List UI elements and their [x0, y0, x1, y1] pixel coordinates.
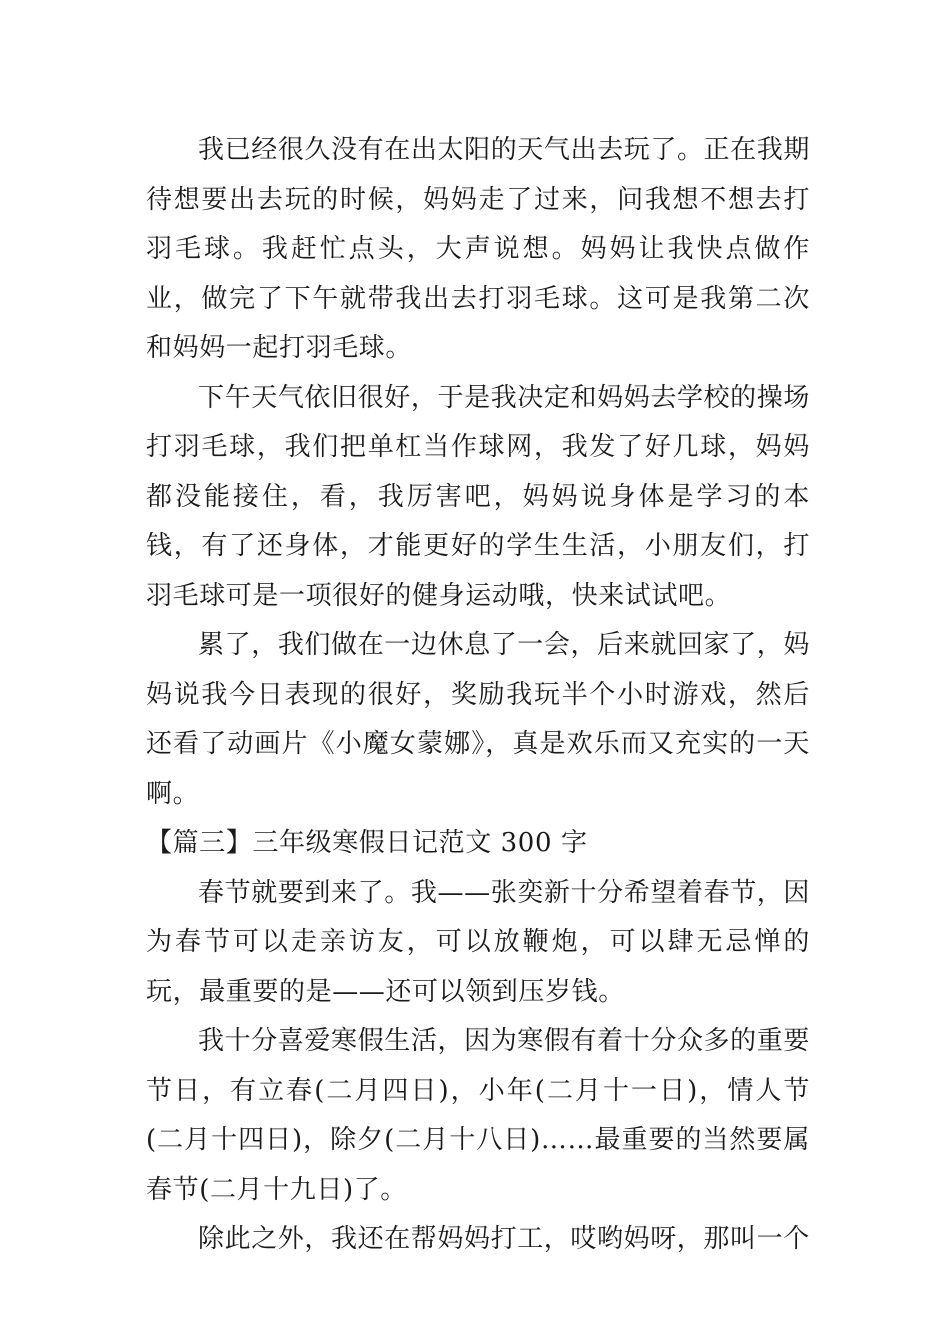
- document-body: [146, 126, 810, 1265]
- paragraph-4: 春节就要到来了。我——张奕新十分希望着春节，因为春节可以走亲访友，可以放鞭炮，可以肆无忌惮的玩，最重要的是——还可以领到压岁钱。: [146, 877, 810, 1007]
- paragraph-5: 我十分喜爱寒假生活，因为寒假有着十分众多的重要节日，有立春(二月四日)，小年(二月十一日)，情人节(二月十四日)，除夕(二月十八日)……最重要的当然要属春节(二月十九日)了。: [146, 1026, 810, 1205]
- paragraph-6: 除此之外，我还在帮妈妈打工，哎哟妈呀，那叫一个: [198, 1224, 810, 1254]
- section-heading: 【篇三】三年级寒假日记范文 300 字: [146, 828, 588, 858]
- paragraph-2: 下午天气依旧很好，于是我决定和妈妈去学校的操场打羽毛球，我们把单杠当作球网，我发了好几球，妈妈都没能接住，看，我厉害吧，妈妈说身体是学习的本钱，有了还身体，才能更好的学生生活，小朋友们，打羽毛球可是一项很好的健身运动哦，快来试试吧。: [146, 382, 810, 611]
- paragraph-3: 累了，我们做在一边休息了一会，后来就回家了，妈妈说我今日表现的很好，奖励我玩半个小时游戏，然后还看了动画片《小魔女蒙娜》，真是欢乐而又充实的一天啊。: [146, 630, 810, 809]
- paragraph-1: 我已经很久没有在出太阳的天气出去玩了。正在我期待想要出去玩的时候，妈妈走了过来，问我想不想去打羽毛球。我赶忙点头，大声说想。妈妈让我快点做作业，做完了下午就带我出去打羽毛球。这可是我第二次和妈妈一起打羽毛球。: [146, 135, 810, 363]
